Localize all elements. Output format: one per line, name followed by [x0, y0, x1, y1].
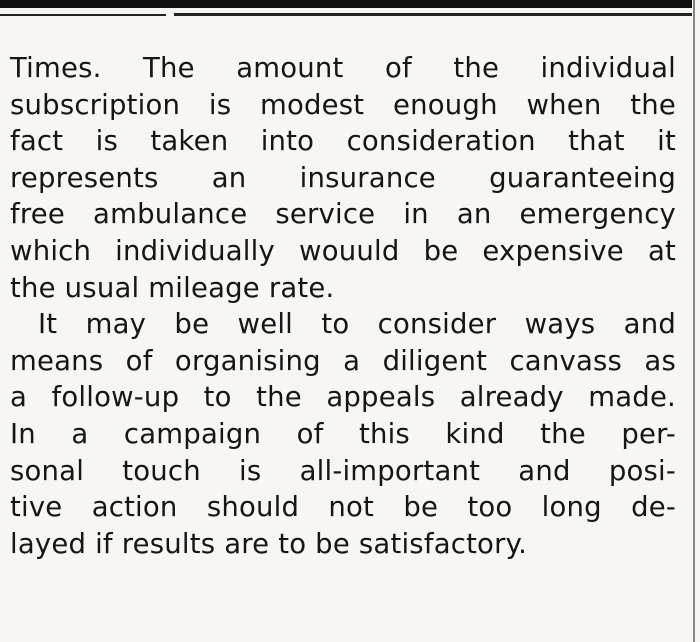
text-line: means of organising a diligent canvass as: [10, 344, 676, 377]
text-line: a follow-up to the appeals already made.: [10, 381, 676, 414]
text-line: the usual mileage rate.: [10, 271, 335, 304]
text-line: represents an insurance guaranteeing: [10, 161, 676, 194]
text-line: free ambulance service in an emergency: [10, 198, 676, 231]
text-line: subscription is modest enough when the: [10, 88, 676, 121]
top-thin-rule-right: [174, 13, 692, 16]
text-line: fact is taken into consideration that it: [10, 125, 676, 158]
column-edge-rule: [693, 0, 695, 642]
article-paragraph-2: [10, 306, 676, 562]
text-line: sonal touch is all-important and posi-: [10, 454, 676, 487]
top-thin-rule-left: [0, 14, 166, 16]
text-line: In a campaign of this kind the per-: [10, 417, 676, 450]
top-heavy-rule: [0, 0, 692, 8]
text-line: It may be well to consider ways and: [38, 308, 676, 341]
text-line: which individually wouuld be expensive at: [10, 234, 676, 267]
text-line: tive action should not be too long de-: [10, 491, 676, 524]
article-paragraph-1: [10, 50, 676, 306]
text-line: layed if results are to be satisfactory.: [10, 527, 528, 560]
text-line: Times. The amount of the individual: [10, 52, 676, 84]
article-column: [10, 50, 676, 562]
